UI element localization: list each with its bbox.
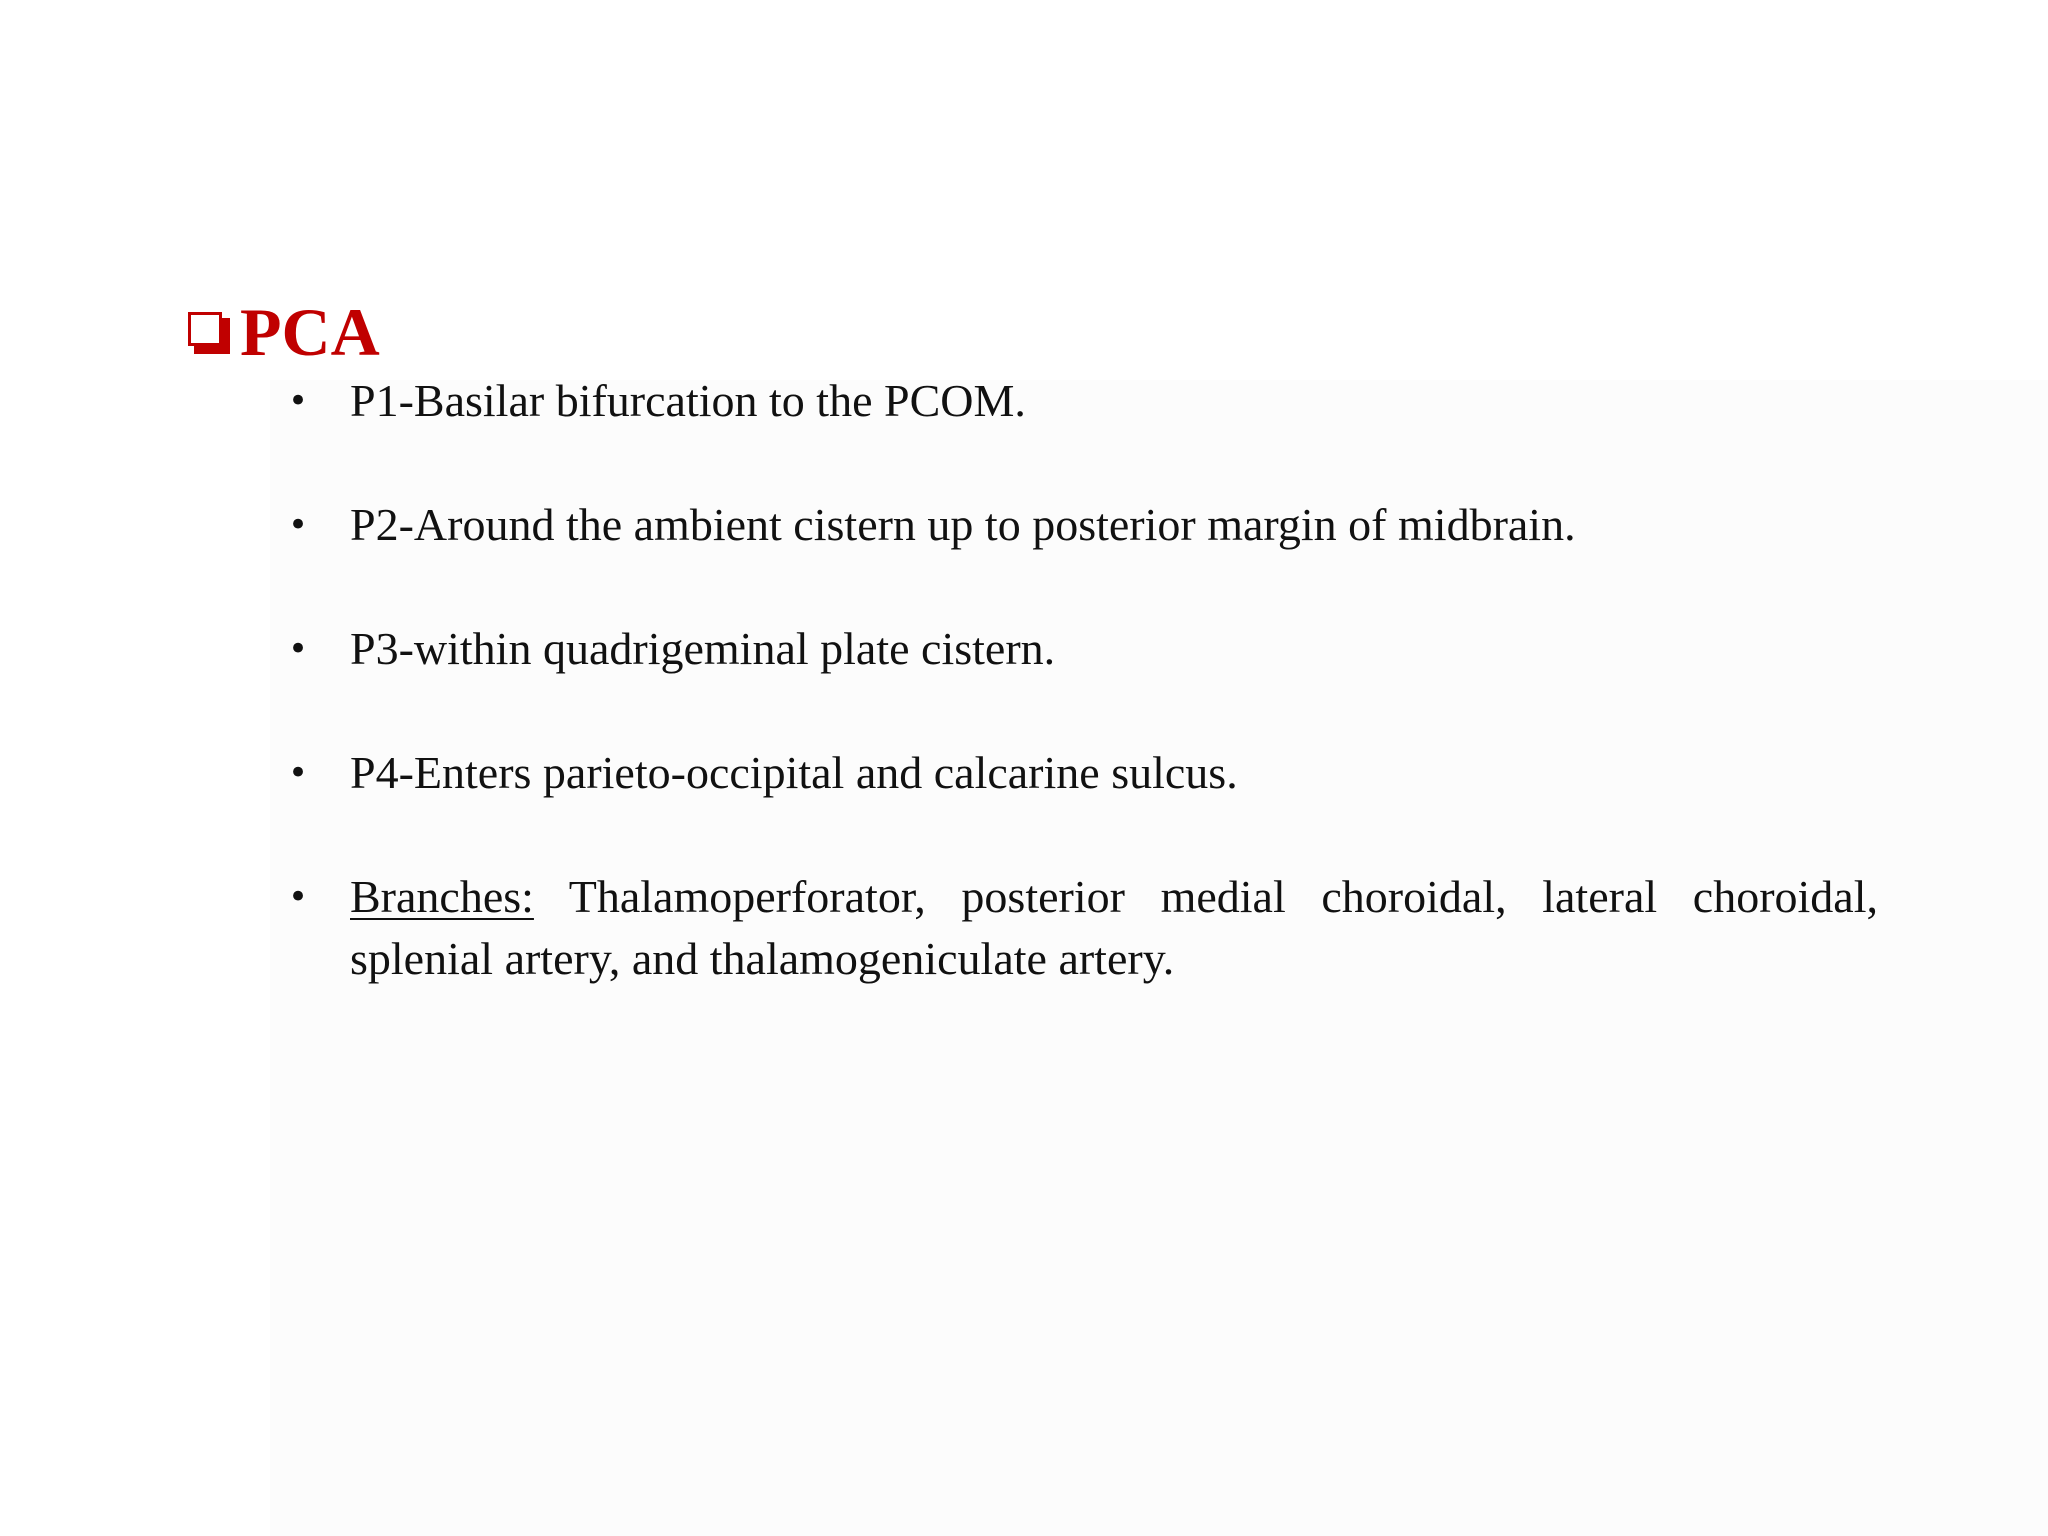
bullet-icon: • [288, 877, 309, 917]
bullet-list [288, 370, 1878, 1052]
bullet-item-p4 [288, 742, 1878, 804]
branches-label: Branches: [350, 871, 534, 922]
bullet-icon: • [288, 505, 309, 545]
bullet-text: P3-within quadrigeminal plate cistern. [350, 623, 1056, 674]
bullet-item-p1 [288, 370, 1878, 432]
bullet-icon: • [288, 381, 309, 421]
bullet-item-p3 [288, 618, 1878, 680]
bullet-text: Thalamoperforator, posterior medial choroidal, lateral choroidal, splenial artery, and thalamogeniculate artery. [350, 871, 1878, 984]
heading-title: PCA [240, 294, 380, 370]
bullet-icon: • [288, 629, 309, 669]
checkbox-box [188, 312, 222, 346]
bullet-item-branches [288, 866, 1878, 990]
bullet-text: P1-Basilar bifurcation to the PCOM. [350, 375, 1026, 426]
checkbox-icon [188, 312, 230, 354]
bullet-text: P2-Around the ambient cistern up to posterior margin of midbrain. [350, 499, 1576, 550]
bullet-text: P4-Enters parieto-occipital and calcarine sulcus. [350, 747, 1238, 798]
bullet-item-p2 [288, 494, 1878, 556]
slide-heading [188, 292, 380, 372]
bullet-icon: • [288, 753, 309, 793]
